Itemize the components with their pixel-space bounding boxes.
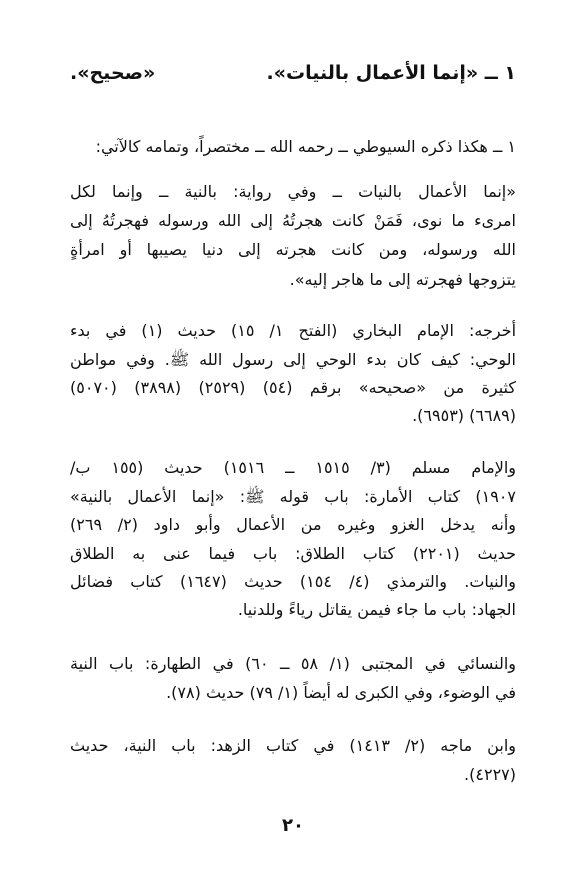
hadith-text-line: الله ورسوله، ومن كانت هجرته إلى دنيا يصيبها أو امرأةٍ — [70, 240, 516, 259]
muslim-line: وأنه يدخل الغزو وغيره من الأعمال وأبو داود (٢/ ٢٦٩) — [70, 515, 516, 534]
hadith-text-line: يتزوجها فهجرته إلى ما هاجر إليه». — [289, 270, 516, 289]
hadith-grade: «صحيح». — [70, 62, 156, 84]
nasai-line: في الوضوء، وفي الكبرى له أيضاً (١/ ٧٩) حديث (٧٨). — [166, 683, 516, 702]
page-number: ٢٠ — [282, 815, 304, 836]
muslim-line: والنيات. والترمذي (٤/ ١٥٤) حديث (١٦٤٧) كتاب فضائل — [70, 572, 517, 591]
hadith-text-line: امرىء ما نوى، فَمَنْ كانت هجرتُهُ إلى الله ورسوله فهجرتُهُ إلى — [70, 211, 516, 230]
bukhari-line: الوحي: كيف كان بدء الوحي إلى رسول الله ﷺ. وفي مواطن — [70, 350, 516, 369]
hadith-text-line: «إنما الأعمال بالنيات ــ وفي رواية: بالنية ــ وإنما لكل — [70, 182, 516, 201]
muslim-line: الجهاد: باب ما جاء فيمن يقاتل رياءً وللدنيا. — [237, 600, 516, 619]
ibn-majah-line: وابن ماجه (٢/ ١٤١٣) في كتاب الزهد: باب النية، حديث — [70, 736, 516, 755]
nasai-line: والنسائي في المجتبى (١/ ٥٨ ــ ٦٠) في الطهارة: باب النية — [70, 654, 517, 673]
ibn-majah-line: (٤٢٢٧). — [464, 765, 516, 784]
intro-line: ١ ــ هكذا ذكره السيوطي ــ رحمه الله ــ مختصراً، وتمامه كالآتي: — [95, 137, 516, 156]
hadith-title: ١ ــ «إنما الأعمال بالنيات». — [266, 62, 516, 84]
bukhari-line: كثيرة من «صحيحه» برقم (٥٤) (٢٥٢٩) (٣٨٩٨) (٥٠٧٠) — [70, 378, 516, 397]
hadith-heading — [70, 58, 516, 88]
bukhari-line: أخرجه: الإمام البخاري (الفتح ١/ ١٥) حديث (١) في بدء — [70, 321, 517, 340]
muslim-line: والإمام مسلم (٣/ ١٥١٥ ــ ١٥١٦) حديث (١٥٥ ب/ — [70, 458, 517, 477]
muslim-line: ١٩٠٧) كتاب الأمارة: باب قوله ﷺ: «إنما الأعمال بالنية» — [70, 487, 516, 506]
bukhari-line: (٦٦٨٩) (٦٩٥٣). — [412, 406, 516, 425]
muslim-line: حديث (٢٢٠١) كتاب الطلاق: باب فيما عنى به الطلاق — [70, 544, 517, 563]
